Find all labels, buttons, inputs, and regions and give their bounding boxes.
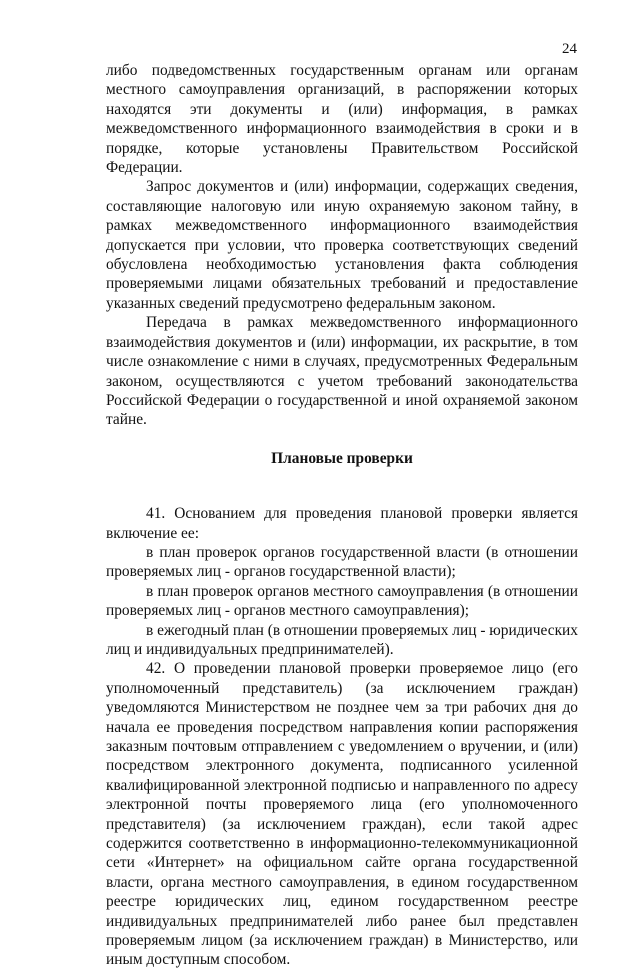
paragraph-plan-local-bodies: в план проверок органов местного самоуправления (в отношении проверяемых лиц - органов местного самоуправления); xyxy=(106,582,578,620)
section-heading: Плановые проверки xyxy=(271,449,413,467)
page-number: 24 xyxy=(562,41,577,57)
paragraph-annual-plan: в ежегодный план (в отношении проверяемых лиц - юридических лиц и индивидуальных предпринимателей). xyxy=(106,621,578,658)
paragraph-request-documents: Запрос документов и (или) информации, содержащих сведения, составляющие налоговую или иную охраняемую законом тайну, в рамках межведомственного информационного взаимодействия допускается при условии, что проверка соответствующих сведений обусловлена необходимостью установления факта соблюдения проверяемыми лицами обязательных требований и предоставление указанных сведений предусмотрено федеральным законом. xyxy=(106,178,578,312)
document-body xyxy=(106,61,578,970)
paragraph-transfer-documents: Передача в рамках межведомственного информационного взаимодействия документов и (или) информации, их раскрытие, в том числе ознакомление с ними в случаях, предусмотренных Федеральным законом, осуществляются с учетом требований законодательства Российской Федерации о государственной и иной охраняемой законом тайне. xyxy=(106,314,578,429)
paragraph-plan-state-bodies: в план проверок органов государственной власти (в отношении проверяемых лиц - органов государственной власти); xyxy=(106,543,578,581)
paragraph-item-42: 42. О проведении плановой проверки проверяемое лицо (его уполномоченный представитель) (за исключением граждан) уведомляются Министерством не позднее чем за три рабочих дня до начала ее проведения посредством направления копии распоряжения заказным почтовым отправлением с уведомлением о вручении, и (или) посредством электронного документа, подписанного усиленной квалифицированной электронной подписью и направленного по адресу электронной почты проверяемого лица (его уполномоченного представителя) (за исключением граждан), если такой адрес содержится соответственно в информационно-телекоммуникационной сети «Интернет» на официальном сайте органа государственной власти, органа местного самоуправления, в едином государственном реестре юридических лиц, едином государственном реестре индивидуальных предпринимателей либо ранее был представлен проверяемым лицом (за исключением граждан) в Министерство, или иным доступным способом. xyxy=(106,660,578,969)
paragraph-item-41: 41. Основанием для проведения плановой проверки является включение ее: xyxy=(106,505,578,542)
paragraph-continuation: либо подведомственных государственным органам или органам местного самоуправления организаций, в распоряжении которых находятся эти документы и (или) информация, в рамках межведомственного информационного взаимодействия в сроки и в порядке, которые установлены Правительством Российской Федерации. xyxy=(106,62,578,177)
